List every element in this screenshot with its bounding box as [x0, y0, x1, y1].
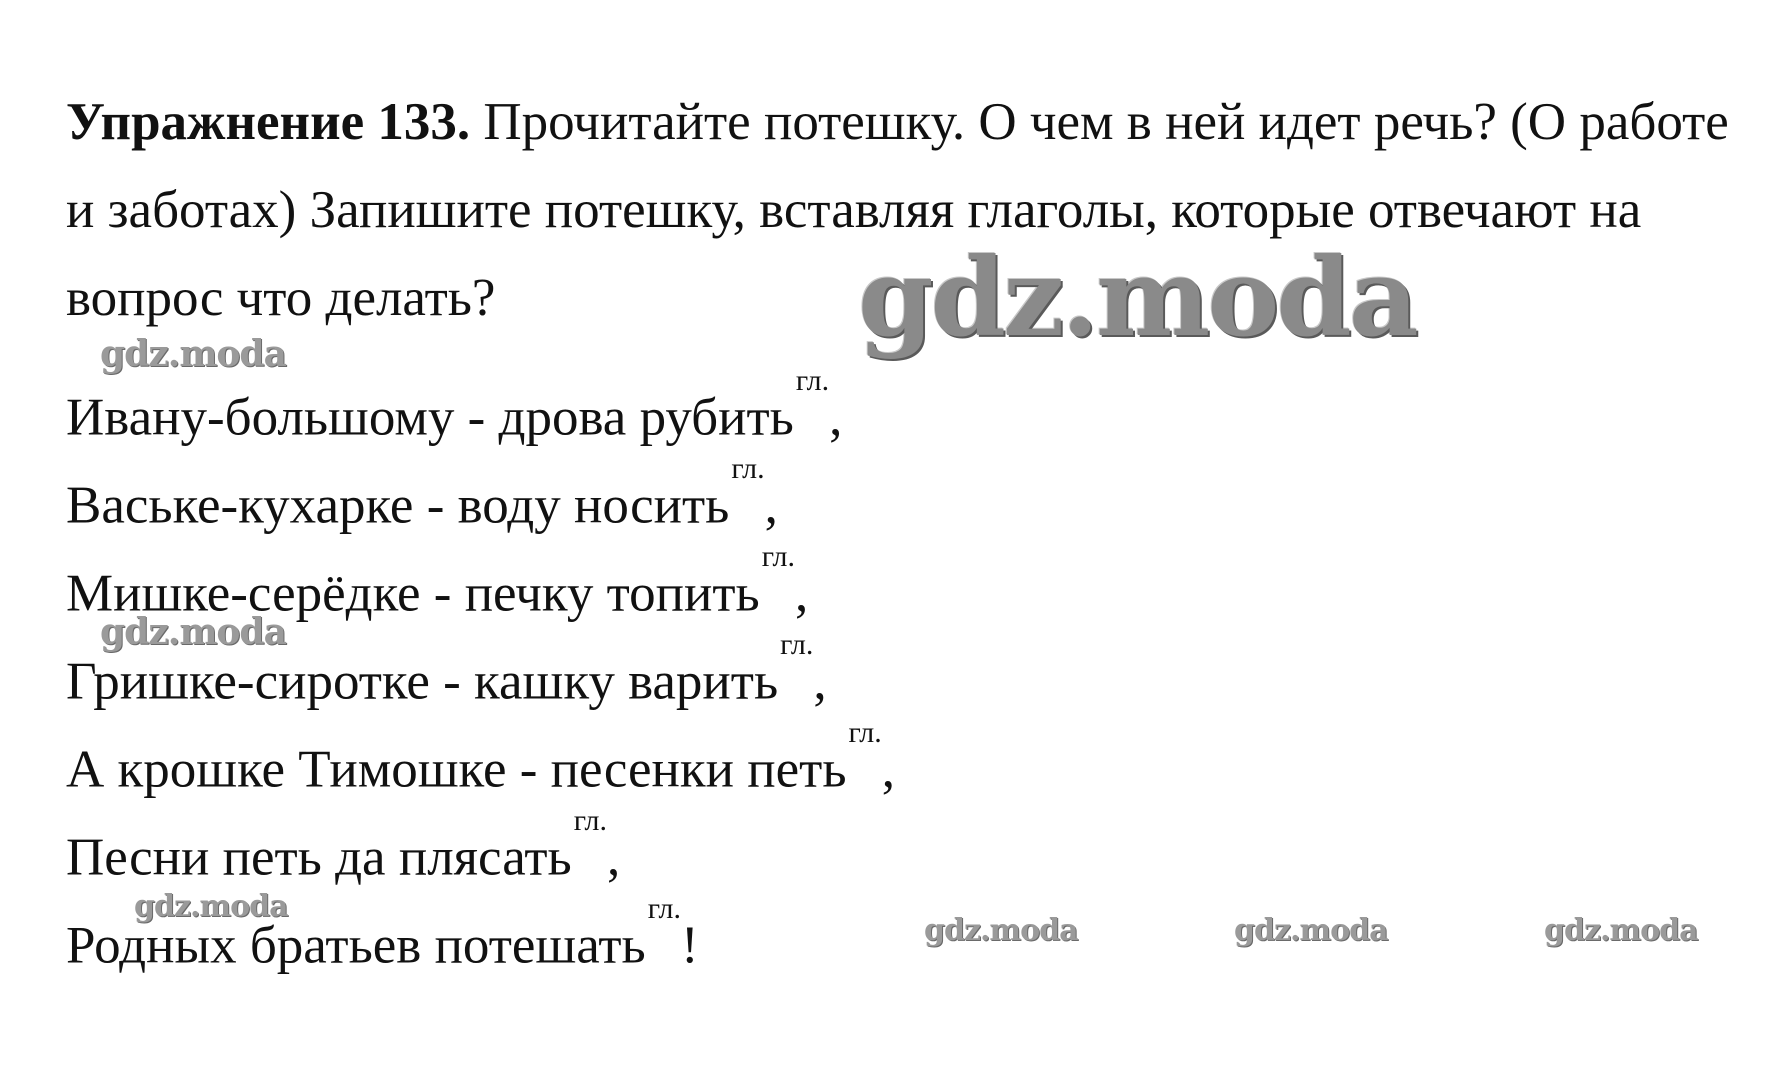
verb-mark: гл.: [795, 364, 830, 397]
exercise-instructions: Прочитайте потешку. О чем в ней идет речь? (О работе и заботах) Запишите потешку, вставляя глаголы, которые отвечают на вопрос что делать?: [66, 93, 1729, 327]
poem-line-end: ,: [794, 564, 809, 623]
poem-line: [66, 803, 895, 891]
poem: [66, 363, 895, 979]
verb-mark: гл.: [647, 892, 681, 925]
poem-line: [66, 363, 895, 451]
poem-line-end: ,: [829, 388, 843, 447]
poem-line-end: ,: [764, 476, 778, 535]
watermark-small: gdz.moda: [100, 611, 286, 653]
poem-line-text: А крошке Тимошке - песенки петь: [66, 740, 847, 799]
watermark-main: gdz.moda: [858, 235, 1416, 361]
poem-line-text: Ваське-кухарке - воду носить: [66, 476, 730, 535]
watermark-small: gdz.moda: [134, 889, 288, 924]
poem-line-end: ,: [881, 740, 896, 799]
poem-line-end: ,: [606, 828, 621, 887]
poem-line-end: ,: [813, 652, 827, 711]
verb-mark: гл.: [573, 804, 607, 837]
verb-mark: гл.: [848, 716, 882, 749]
watermark-small: gdz.moda: [100, 333, 286, 375]
exercise-title: Упражнение 133.: [66, 93, 471, 151]
poem-line-text: Гришке-сиротке - кашку варить: [66, 652, 779, 711]
poem-line: [66, 715, 895, 803]
watermark-small: gdz.moda: [1234, 913, 1388, 948]
poem-line: [66, 451, 895, 539]
verb-mark: гл.: [761, 540, 795, 573]
verb-mark: гл.: [780, 628, 814, 661]
watermark-small: gdz.moda: [924, 913, 1078, 948]
poem-line-text: Мишке-серёдке - печку топить: [66, 564, 760, 623]
watermark-small: gdz.moda: [1544, 913, 1698, 948]
poem-line-text: Родных братьев потешать: [66, 916, 646, 975]
poem-line-text: Песни петь да плясать: [66, 828, 572, 887]
poem-line-text: Ивану-большому - дрова рубить: [66, 388, 794, 447]
poem-line-end: !: [680, 916, 699, 975]
verb-mark: гл.: [731, 452, 765, 485]
